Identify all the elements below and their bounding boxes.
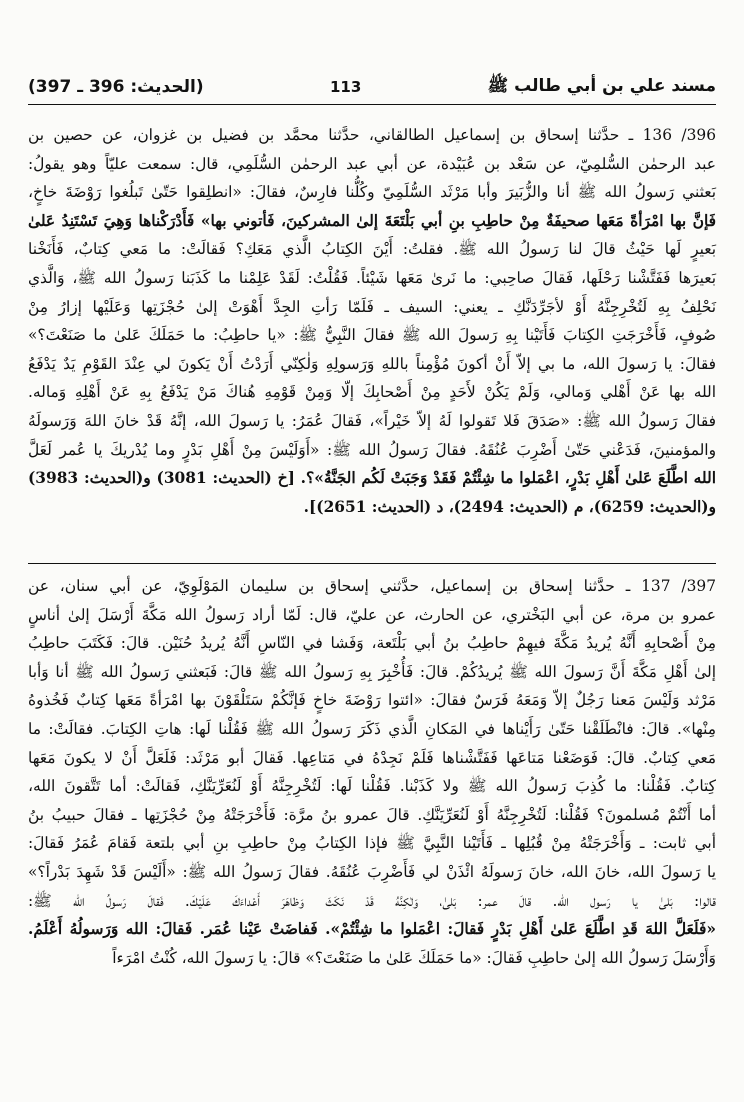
text-line: يا رَسولَ الله، خانَ الله، خانَ رَسولَهُ ائْذَنْ لي فَأَضْرِبَ عُنُقَهُ. فقالَ رَسولُ الله ﷺ: «أَلَيْسَ قَدْ شَهِدَ بَدْراً؟»	[28, 862, 716, 881]
hadith-range: (الحديث: 396 ـ 397)	[28, 77, 204, 97]
section-rule	[28, 563, 716, 564]
text-line: 396/ 136 ـ حدَّثنا إسحاق بن إسماعيل الطالقاني، حدَّثنا محمَّد بن فضيل بن غزوان، عن حصين بن	[28, 126, 717, 144]
text-line: مِنْها». قالَ: فانْطَلَقْنا حَتّىٰ رَأَيْناها في المَكانِ الَّذي ذَكَرَ رَسولُ الله ﷺ فَقُلْنا لَها: هاتِ الكِتابَ. فقالَتْ: ما	[28, 719, 716, 738]
text-line: «فَلَعَلَّ اللهَ قَدِ اطَّلَعَ عَلىٰ أَهْلِ بَدْرٍ فَقالَ: اعْمَلوا ما شِئْتُمْ». فَفاضَتْ عَيْنا عُمَر. فَقالَ: الله وَرَسولُهُ أَعْلَمُ.	[28, 920, 716, 939]
text-line: وَأَرْسَلَ رَسولُ الله إلىٰ حاطِبِ فَقالَ: «ما حَمَلَكَ عَلىٰ ما صَنَعْتَ؟» قالَ: يا رَسولَ الله، كُنْتُ امْرَءاً	[112, 948, 716, 967]
text-line: عبد الرحمٰن السُّلمِيّ، عن سَعْد بن عُبَيْدة، عن أبي عبد الرحمٰن السُّلَمِي، قال: سمعت عليّاً وهو يقولُ:	[28, 154, 716, 173]
text-line: أما أَنْتُمْ مُسلمونَ؟ فَقُلْنا: لَتُخْرِجِنَّهُ أَوْ لَنُعَرِّيَنَّكِ. قالَ عمرو بنُ مرَّة: فَأَخْرَجَتْهُ مِنْ حُجْزَتِها ـ فقالَ حبيبُ بنُ	[28, 805, 716, 824]
running-title: مسند علي بن أبي طالب ﷺ	[487, 75, 716, 96]
reference-line: و(الحديث: 6259)، م (الحديث: 2494)، د (الحديث: 2651)].	[303, 497, 716, 516]
text-line: صُوفٍ، فَأَخْرَجَتِ الكِتابَ فَأَتَيْنا بِهِ رَسولَ الله ﷺ فقالَ النَّبِيُّ ﷺ: «يا حاطِبُ: ما حَمَلَكَ عَلىٰ ما صَنَعْتَ؟»	[28, 326, 716, 345]
text-line: فقالَ رَسولُ الله ﷺ: «صَدَقَ فَلا تَقولوا لَهُ إلاّ خَيْراً»، فَقالَ عُمَرُ: يا رَسولَ الله، إنَّهُ قَدْ خانَ اللهَ وَرَسولَهُ	[28, 411, 716, 430]
text-line: فقالَ: يا رَسولَ الله، ما بي إلاّ أَنْ أكونَ مُؤْمِناً باللهِ وَرَسولِهِ وَلٰكِنّي أَرَدْتُ أَنْ يَكونَ لي عِنْدَ القَوْمِ يَدٌ يَدْفَعُ	[28, 354, 716, 373]
text-line: عمرو بن مرة، عن أبي البَخْتري، عن الحارث، عن عليّ، قال: لَمّا أراد رَسولُ الله مَكَّةَ أَرْسَلَ إلىٰ أناسٍ	[28, 605, 716, 624]
text-line: أبي ثابت: ـ وَأَخْرَجَتْهُ مِنْ قُبُلِها ـ فَأَتَيْنا النَّبِيَّ ﷺ فإذا الكِتابُ مِنْ حاطِبِ بنِ أبي بلتعة فَقامَ عُمَرُ فَقالَ:	[28, 834, 716, 853]
text-line: كِتابٌ. فَقُلْنا: ما كُذِبَ رَسولُ الله ﷺ ولا كَذَبْنا. فَقُلْنا لَها: لَتُخْرِجِنَّهُ أَوْ لَنُعَرِّيَنَّكِ، فَقالَتْ: أما تَتَّقونَ الله،	[28, 777, 716, 796]
hadith-397	[28, 572, 716, 972]
text-line: مَرْثد وَلَيْسَ مَعنا رَجُلٌ إلاّ وَمَعَهُ فَرَسٌ فقالَ: «ائتوا رَوْضَةَ خاخٍ فَإنَّكُمْ سَتَلْقَوْنَ بها امْرَأةً مَعَها كِتابٌ فَخُذوهُ	[28, 691, 716, 710]
hadith-396	[28, 121, 716, 521]
text-line: 397/ 137 ـ حدَّثنا إسحاق بن إسماعيل، حدَّثني إسحاق بن سليمان المَوْلَوِيّ، عن أبي سنان، عن	[28, 577, 716, 595]
text-line: بَعثني رَسولُ الله ﷺ أنا والزُّبَيرَ وأبا مَرْثَد السُّلَمِيّ وكُلُّنا فارِسٌ، فقالَ: «انطلِقوا حَتّىٰ تَبلُغوا رَوْضَةَ خاخٍ،	[28, 183, 716, 202]
page-header	[28, 72, 716, 102]
text-line: فَإنَّ بها امْرَأةً مَعَها صحيفَةٌ مِنْ حاطِبِ بنِ أبي بَلْتَعَةَ إلىٰ المشركينَ، فَأتوني بها» فَأَدْرَكْناها وَهِيَ تَسْتَنِدُ عَلىٰ	[28, 211, 716, 230]
text-line: مَعي كِتابٌ. قالَ: فَوَضَعْنا مَتاعَها فَفَتَّشْناها فَلَمْ نَجِدْهُ في مَتاعِها. فَقالَ أبو مَرْثَد: فَلَعَلَّ أَنْ لا يكونَ مَعَها	[28, 748, 716, 767]
text-line: والمؤمنينَ، فَدَعْني حَتّىٰ أَضْرِبَ عُنُقَهُ. فقالَ رَسولُ الله ﷺ: «أَوَلَيْسَ مِنْ أَهْلِ بَدْرٍ وما يُدْريكَ يا عُمر لَعَلَّ	[28, 440, 716, 459]
text-line: الله بها عَنْ أَهْلي وَمالي، وَلَمْ يَكُنْ لأَحَدٍ مِنْ أَصْحابِكَ إلّا وَمِنْ قَوْمِهِ هُناكَ مَنْ يَدْفَعُ بِهِ عَنْ أَهْلِهِ وَماله.	[28, 383, 716, 402]
text-line: بَعيرَها فَفَتَّشْنا رَحْلَها، فَقالَ صاحِبي: ما نَرىٰ مَعَها شَيْئاً. فَقُلْتُ: لَقَدْ عَلِمْنا ما كَذَبَنا رَسولُ الله ﷺ، وَالَّذي	[28, 268, 716, 287]
text-line: إلىٰ أَهْلِ مَكَّةَ أَنَّ رَسولَ الله ﷺ يُريدُكُمْ. قالَ: فَأُخْبِرَ بِهِ رَسولُ الله ﷺ قالَ: فَبَعثني رَسولُ الله ﷺ أنا وَأبا	[28, 662, 716, 681]
text-line: مِنْ أَصْحابِهِ أَنَّهُ يُريدُ مَكَّةَ فيهِمْ حاطِبُ بنُ أبي بَلْتَعة، وَفَشا في النّاسِ أَنَّهُ يُريدُ حُنَيْن. قالَ: فَكَتَبَ حاطِبُ	[28, 634, 716, 653]
text-line: الله اطَّلَعَ عَلىٰ أَهْلِ بَدْرٍ، اعْمَلوا ما شِئْتُمْ فَقَدْ وَجَبَتْ لَكُم الجَنَّةُ»؟. [خ (الحديث: 3081) و(الحديث: 3983)	[28, 469, 716, 488]
text-line: نَحْلِفُ بِهِ لَتُخْرِجِنَّهُ أَوْ لأجَرِّدَنَّكِ ـ يعني: السيف ـ فَلَمّا رَأتِ الجِدَّ أَهْوَتْ إلىٰ حُجْزَتِها وَعَلَيْها إزارُ مِنْ	[28, 297, 716, 316]
page-number: 113	[329, 78, 362, 96]
text-line: بَعيرٍ لَها حَيْثُ قالَ لنا رَسولُ الله ﷺ. فقلتُ: أَيْنَ الكِتابُ الَّذي مَعَكِ؟ فَقالَتْ: ما مَعي كِتابٌ، فَأَنَخْنا	[28, 240, 716, 259]
header-rule	[28, 104, 716, 105]
text-line: قالوا: بَلىٰ يا رَسول الله. قالَ عمر: بَلىٰ، وَلٰكِنَّهُ قَدْ نَكَثَ وَظاهَرَ أَعْداءَكَ عَلَيْكَ. فَقالَ رَسولُ الله ﷺ:	[28, 891, 716, 910]
